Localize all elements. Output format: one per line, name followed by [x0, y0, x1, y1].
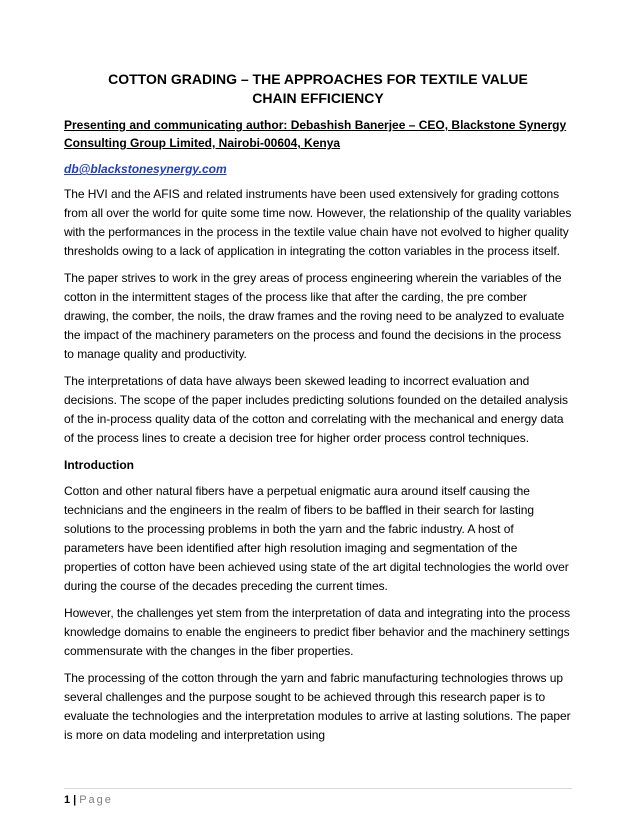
introduction-paragraph-2: However, the challenges yet stem from the interpretation of data and integrating into the process knowledge domains to enable the engineers to predict fiber behavior and the machinery settings commensurate with the changes in the fiber properties.: [64, 606, 571, 658]
page-number: 1: [64, 794, 71, 806]
author-email-link[interactable]: db@blackstonesynergy.com: [64, 162, 227, 176]
document-page: [64, 70, 572, 753]
author-line: Presenting and communicating author: Debashish Banerjee – CEO, Blackstone Synergy Consulting Group Limited, Nairobi-00604, Kenya: [64, 118, 567, 150]
introduction-paragraph-3: The processing of the cotton through the yarn and fabric manufacturing technologies throws up several challenges and the purpose sought to be achieved through this research paper is to evaluate the technologies and the interpretation modules to arrive at lasting solutions. The paper is more on data modeling and interpretation using: [64, 671, 571, 742]
abstract-paragraph-1: The HVI and the AFIS and related instruments have been used extensively for grading cottons from all over the world for quite some time now. However, the relationship of the quality variables with the performances in the process in the textile value chain have not evolved to higher quality thresholds owing to a lack of application in integrating the cotton variables in the process itself.: [64, 187, 572, 258]
page-footer: [64, 788, 572, 807]
abstract-paragraph-3: The interpretations of data have always been skewed leading to incorrect evaluation and decisions. The scope of the paper includes predicting solutions founded on the detailed analysis of the in-process quality data of the cotton and correlating with the mechanical and energy data of the process lines to create a decision tree for higher order process control techniques.: [64, 374, 568, 445]
paper-title: [64, 70, 572, 108]
paper-title-line-1: COTTON GRADING – THE APPROACHES FOR TEXTILE VALUE: [108, 71, 528, 87]
page-label: Page: [79, 794, 113, 806]
section-heading-introduction: Introduction: [64, 458, 134, 472]
footer-separator: |: [73, 794, 77, 806]
paper-title-line-2: CHAIN EFFICIENCY: [252, 90, 384, 106]
abstract-paragraph-2: The paper strives to work in the grey areas of process engineering wherein the variables of the cotton in the intermittent stages of the process like that after the carding, the pre comber drawing, the comber, the noils, the draw frames and the roving need to be analyzed to evaluate the impact of the machinery parameters on the process and found the decisions in the process to manage quality and productivity.: [64, 271, 565, 361]
introduction-paragraph-1: Cotton and other natural fibers have a perpetual enigmatic aura around itself causing the technicians and the engineers in the realm of fibers to be baffled in their search for lasting solutions to the processing problems in both the yarn and the fabric industry. A host of parameters have been identified after high resolution imaging and segmentation of the properties of cotton have been achieved using state of the art digital technologies the world over during the course of the decades preceding the current times.: [64, 484, 569, 593]
